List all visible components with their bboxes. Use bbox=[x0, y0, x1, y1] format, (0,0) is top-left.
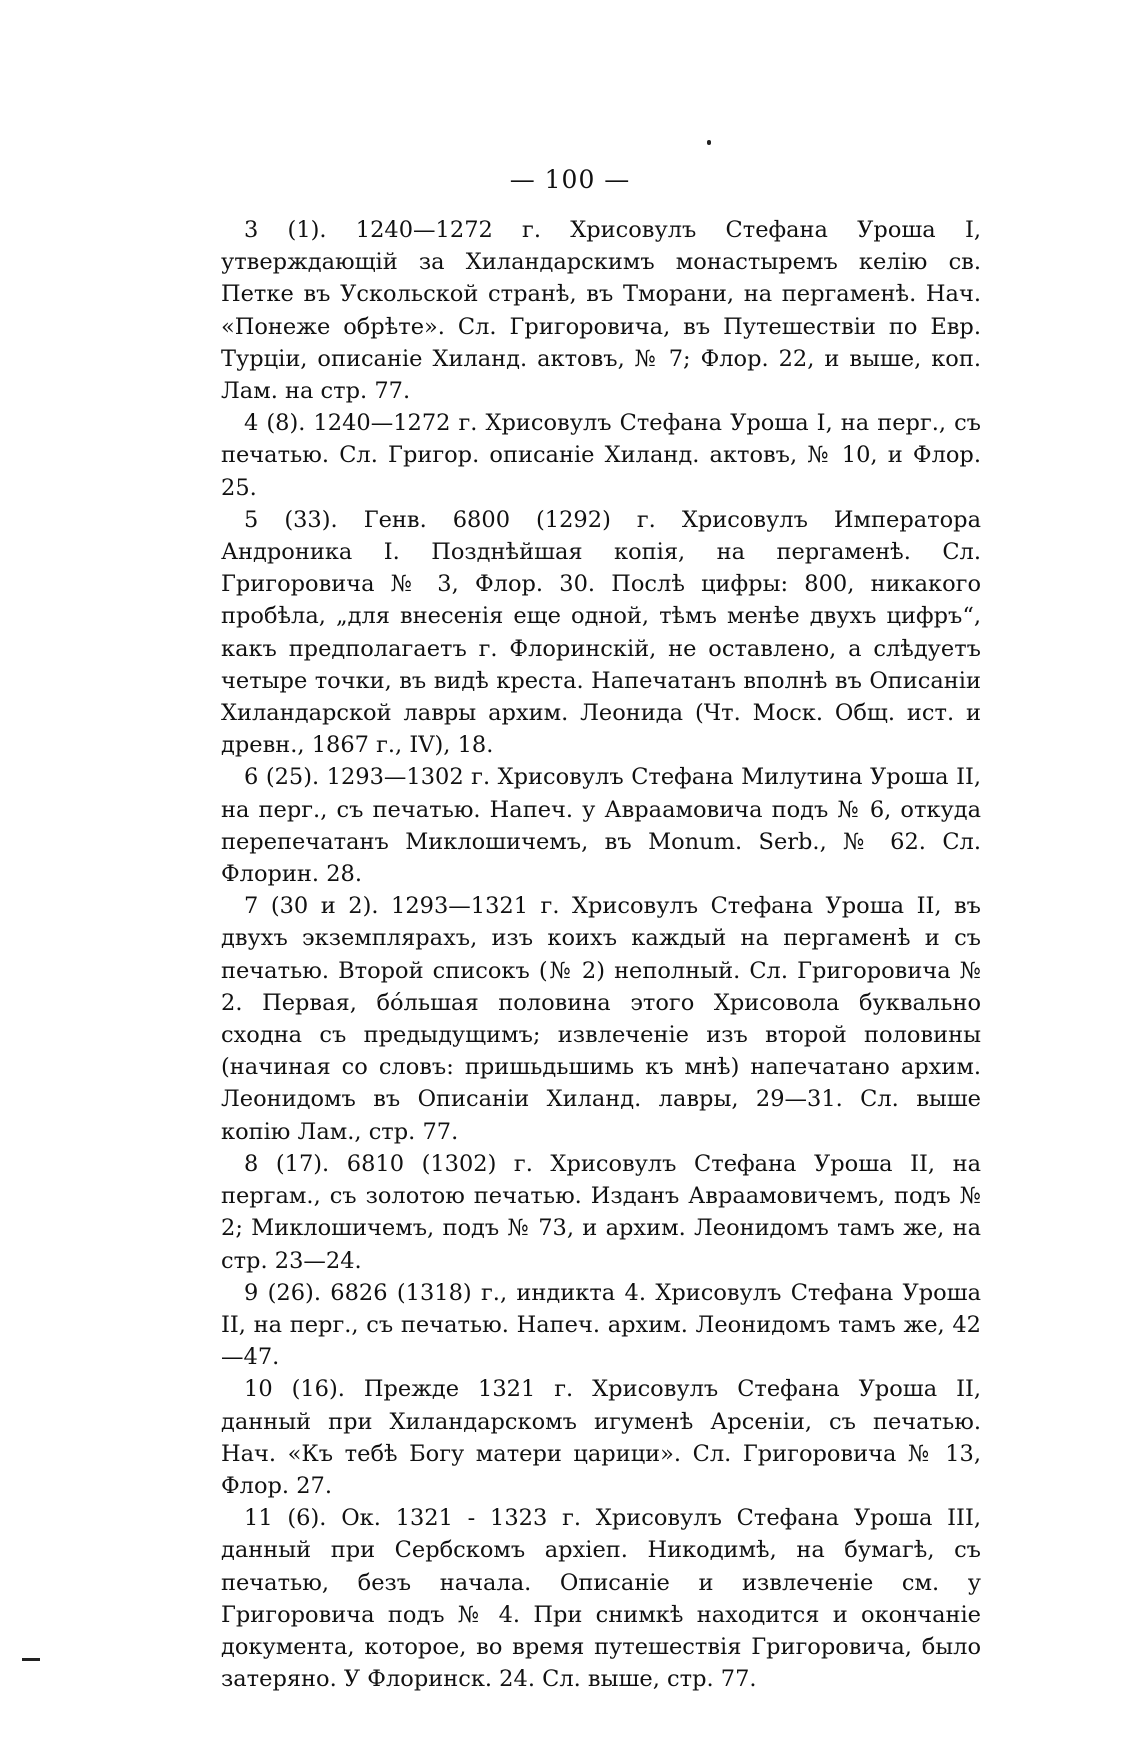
page-number: — 100 — bbox=[509, 165, 631, 194]
entry-10: 10 (16). Прежде 1321 г. Хрисовулъ Стефана Уроша II, данный при Хиландарскомъ игуменѣ Арсеніи, съ печатью. Нач. «Къ тебѣ Богу матери царици». Сл. Григоровича № 13, Флор. 27. bbox=[221, 1376, 981, 1499]
entry-8: 8 (17). 6810 (1302) г. Хрисовулъ Стефана Уроша II, на пергам., съ золотою печатью. Изданъ Авраамовичемъ, подъ № 2; Миклошичемъ, подъ № 73, и архим. Леонидомъ тамъ же, на стр. 23—24. bbox=[221, 1150, 981, 1274]
document-body bbox=[221, 214, 981, 1695]
margin-mark bbox=[22, 1658, 40, 1661]
ink-dot bbox=[707, 140, 711, 145]
entry-11: 11 (6). Ок. 1321 - 1323 г. Хрисовулъ Стефана Уроша III, данный при Сербскомъ архіеп. Никодимѣ, на бумагѣ, съ печатью, безъ начала. Описаніе и извлеченіе см. у Григоровича подъ № 4. При снимкѣ находится и окончаніе документа, которое, во время путешествія Григоровича, было затеряно. У Флоринск. 24. Сл. выше, стр. 77. bbox=[221, 1505, 981, 1693]
entry-3: 3 (1). 1240—1272 г. Хрисовулъ Стефана Уроша I, утверждающій за Хиландарскимъ монастыремъ келію св. Петке въ Ускольской странѣ, въ Тморани, на пергаменѣ. Нач. «Понеже обрѣте». Сл. Григоровича, въ Путешествіи по Евр. Турціи, описаніе Хиланд. актовъ, № 7; Флор. 22, и выше, коп. Лам. на стр. 77. bbox=[221, 217, 981, 405]
entry-5: 5 (33). Генв. 6800 (1292) г. Хрисовулъ Императора Андроника I. Позднѣйшая копія, на пергаменѣ. Сл. Григоровича № 3, Флор. 30. Послѣ цифры: 800, никакого пробѣла, „для внесенія еще одной, тѣмъ менѣе двухъ цифръ“, какъ предполагаетъ г. Флоринскій, не оставлено, а слѣдуетъ четыре точки, въ видѣ креста. Напечатанъ вполнѣ въ Описаніи Хиландарской лавры архим. Леонида (Чт. Моск. Общ. ист. и древн., 1867 г., IV), 18. bbox=[221, 506, 981, 759]
entry-9: 9 (26). 6826 (1318) г., индикта 4. Хрисовулъ Стефана Уроша II, на перг., съ печатью. Напеч. архим. Леонидомъ тамъ же, 42—47. bbox=[221, 1279, 981, 1371]
entry-4: 4 (8). 1240—1272 г. Хрисовулъ Стефана Уроша I, на перг., съ печатью. Сл. Григор. описаніе Хиланд. актовъ, № 10, и Флор. 25. bbox=[221, 410, 981, 501]
entry-7: 7 (30 и 2). 1293—1321 г. Хрисовулъ Стефана Уроша II, въ двухъ экземплярахъ, изъ коихъ каждый на пергаменѣ и съ печатью. Второй списокъ (№ 2) неполный. Сл. Григоровича № 2. Первая, бóльшая половина этого Хрисовола буквально сходна съ предыдущимъ; извлеченіе изъ второй половины (начиная со словъ: пришьдьшимь къ мнѣ) напечатано архим. Леонидомъ въ Описаніи Хиланд. лавры, 29—31. Сл. выше копію Лам., стр. 77. bbox=[221, 893, 981, 1145]
entry-6: 6 (25). 1293—1302 г. Хрисовулъ Стефана Милутина Уроша II, на перг., съ печатью. Напеч. у Авраамовича подъ № 6, откуда перепечатанъ Миклошичемъ, въ Monum. Serb., № 62. Сл. Флорин. 28. bbox=[221, 764, 981, 888]
